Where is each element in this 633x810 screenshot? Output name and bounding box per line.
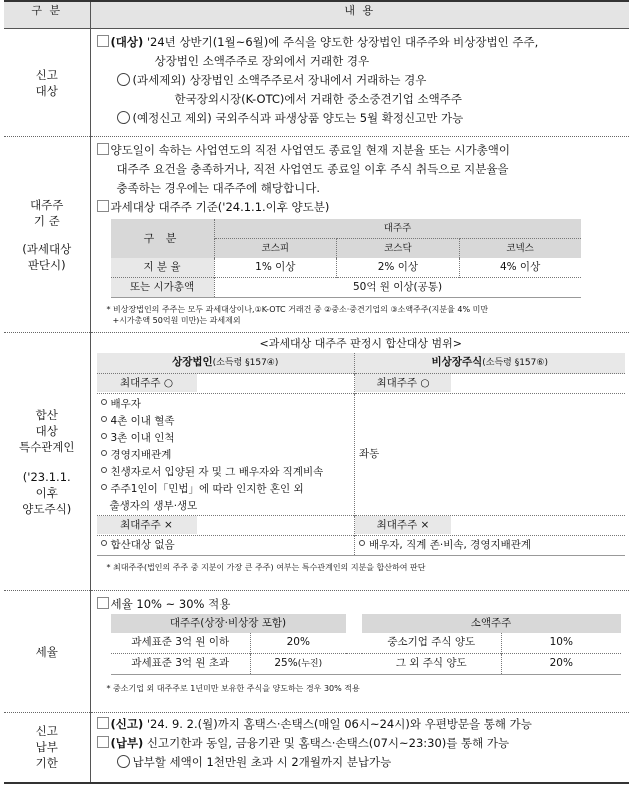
content-filing-deadline: (신고) '24. 9. 2.(월)까지 홈택스·손택스(매일 06시~24시)와 우편방문을 통해 가능 (납부) 신고기한과 동일, 금융기관 및 홈택스·손택스(07시~23:30)를 통해 가능 납부할 세액이 1천만원 초과 시 2개월까지 분납가능 [90, 713, 629, 783]
checkbox-icon [97, 597, 109, 609]
label-tax-rate: 세율 [4, 591, 90, 713]
checkbox-icon [97, 143, 109, 155]
major-criteria-table: 구 분 대주주 코스피 코스닥 코넥스 지 분 율 1% 이상 2% 이상 4% 이상 또는 시가총액 50억 원 이상(공통) [111, 219, 581, 298]
section-filing-deadline [4, 713, 629, 783]
content-major-shareholder: 양도일이 속하는 사업연도의 직전 사업연도 종료일 현재 지분율 또는 시가총액이 대주주 요건을 충족하거나, 직전 사업연도 종료일 이후 주식 취득으로 지분율을 충족하는 경우에는 대주주에 해당합니다. 과세대상 대주주 기준('24.1.1.이후 양도분) 구 분 대주주 코스피 코스닥 코넥스 지 분 율 1% 이상 2% 이상 4% 이상 또는 시가총액 50억 원 이상(공통) * 비상장법인의 주주는 모두 과세대상이나,①K-OTC 거래건 중 ②중소·중견기업의 ③소액주주(지분율 4% 미만 +시가총액 50억원 미만)는 과세제외 [90, 137, 629, 333]
checkbox-icon [97, 736, 109, 748]
tax-rate-table: 대주주(상장·비상장 포함) 소액주주 과세표준 3억 원 이하 20% 중소기업 주식 양도 10% 과세표준 3억 원 초과 25%(누진) 그 외 주식 양도 20% [111, 614, 621, 675]
label-related-parties: 합산 대상 특수관계인 ('23.1.1. 이후 양도주식) [4, 333, 90, 591]
info-table [4, 0, 629, 784]
circle-bullet-icon [117, 755, 130, 768]
left-related-list: 배우자 4촌 이내 혈족 3촌 이내 인척 경영지배관계 친생자로서 입양된 자 및 그 배우자와 직계비속 주주1인이「민법」에 따라 인지한 혼인 외 출생자의 생부·생모 [97, 394, 355, 516]
checkbox-icon [97, 35, 109, 47]
label-filing-deadline: 신고 납부 기한 [4, 713, 90, 783]
checkbox-icon [97, 200, 109, 212]
content-report-target: (대상) '24년 상반기(1월~6월)에 주식을 양도한 상장법인 대주주와 비상장법인 주주, 상장법인 소액주주로 장외에서 거래한 경우 (과세제외) 상장법인 소액주주로서 장내에서 거래하는 경우 한국장외시장(K-OTC)에서 거래한 중소중견기업 소액주주 (예정신고 제외) 국외주식과 파생상품 양도는 5월 확정신고만 가능 [90, 29, 629, 137]
content-tax-rate: 세율 10% ~ 30% 적용 대주주(상장·비상장 포함) 소액주주 과세표준 3억 원 이하 20% 중소기업 주식 양도 10% 과세표준 3억 원 초과 25%(누진) 그 외 주식 양도 20% * 중소기업 외 대주주로 1년미만 보유한 주식을 양도하는 경우 30% 적용 [90, 591, 629, 713]
header-row [4, 1, 629, 29]
section-related-parties [4, 333, 629, 591]
section-tax-rate [4, 591, 629, 713]
content-related-parties: <과세대상 대주주 판정시 합산대상 범위> 상장법인(소득령 §157④) 비상장주식(소득령 §157⑥) 최대주주 ○ 최대주주 ○ 배우자 4촌 이내 혈족 3촌 이내 인척 경영지배관계 친생자로서 입양된 자 및 그 배우자와 직계비속 주주1인이「민법」에 따라 인지한 혼인 외 출생자의 생부·생모 좌동 최대주주 × 최대주주 × 합산대상 없음 배우자, 직계 존·비속, 경영지배관계 * 최대주주(법인의 주주 중 지분이 가장 큰 주주) 여부는 특수관계인의 지분을 합산하여 판단 [90, 333, 629, 591]
header-content: 내 용 [90, 1, 629, 29]
section-major-shareholder [4, 137, 629, 333]
circle-bullet-icon [117, 73, 130, 86]
circle-bullet-icon [117, 111, 130, 124]
checkbox-icon [97, 717, 109, 729]
label-major-shareholder: 대주주 기 준 (과세대상 판단시) [4, 137, 90, 333]
related-parties-table: 상장법인(소득령 §157④) 비상장주식(소득령 §157⑥) 최대주주 ○ 최대주주 ○ 배우자 4촌 이내 혈족 3촌 이내 인척 경영지배관계 친생자로서 입양된 자 및 그 배우자와 직계비속 주주1인이「민법」에 따라 인지한 혼인 외 출생자의 생부·생모 좌동 최대주주 × 최대주주 × 합산대상 없음 배우자, 직계 존·비속, 경영지배관계 [97, 353, 625, 556]
label-report-target: 신고 대상 [4, 29, 90, 137]
section-report-target [4, 29, 629, 137]
header-category: 구 분 [4, 1, 90, 29]
